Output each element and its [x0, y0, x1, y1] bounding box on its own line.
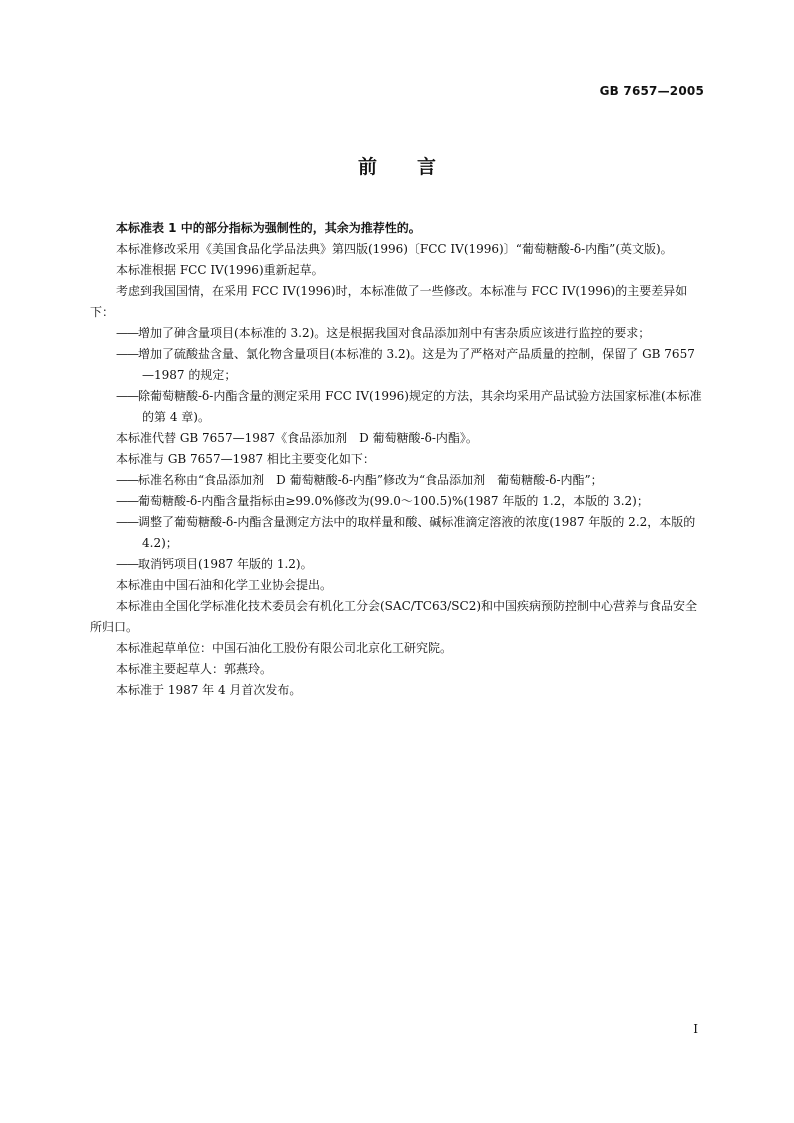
dash-mark: ——: [116, 557, 138, 571]
first-release: 本标准于 1987 年 4 月首次发布。: [116, 683, 302, 697]
change-item: ——调整了葡萄糖酸-δ-内酯含量测定方法中的取样量和酸、碱标准滴定溶液的浓度(1987 年版的 2.2，本版的 4.2)；: [116, 515, 696, 550]
adoption-statement: 本标准修改采用《美国食品化学品法典》第四版(1996)〔FCC IV(1996)〕“葡萄糖酸-δ-内酯”(英文版)。: [116, 242, 673, 256]
proposer-statement: 本标准由中国石油和化学工业协会提出。: [116, 578, 333, 592]
change-item: ——标准名称由“食品添加剂 D 葡萄糖酸-δ-内酯”修改为“食品添加剂 葡萄糖酸-δ-内酯”；: [116, 473, 603, 487]
replacement-statement: 本标准代替 GB 7657—1987《食品添加剂 D 葡萄糖酸-δ-内酯》。: [116, 431, 478, 445]
dash-mark: ——: [116, 515, 138, 529]
page-title: 前言: [357, 156, 476, 178]
jurisdiction-statement: 本标准由全国化学标准化技术委员会有机化工分会(SAC/TC63/SC2)和中国疾病预防控制中心营养与食品安全所归口。: [90, 599, 698, 634]
dash-mark: ——: [116, 494, 138, 508]
mandatory-statement: 本标准表 1 中的部分指标为强制性的，其余为推荐性的。: [116, 221, 421, 235]
page-number: I: [693, 1022, 698, 1036]
changes-intro: 本标准与 GB 7657—1987 相比主要变化如下：: [116, 452, 375, 466]
difference-item: ——除葡萄糖酸-δ-内酯含量的测定采用 FCC IV(1996)规定的方法，其余均采用产品试验方法国家标准(本标准的第 4 章)。: [116, 389, 702, 424]
difference-item: ——增加了硫酸盐含量、氯化物含量项目(本标准的 3.2)。这是为了严格对产品质量的控制，保留了 GB 7657—1987 的规定；: [116, 347, 695, 382]
drafters: 本标准主要起草人：郭燕玲。: [116, 662, 273, 676]
dash-mark: ——: [116, 347, 138, 361]
foreword-body: [90, 218, 704, 701]
differences-intro: 考虑到我国国情，在采用 FCC IV(1996)时，本标准做了一些修改。本标准与 FCC IV(1996)的主要差异如下：: [90, 284, 688, 319]
difference-item: ——增加了砷含量项目(本标准的 3.2)。这是根据我国对食品添加剂中有害杂质应该进行监控的要求；: [116, 326, 651, 340]
drafting-basis: 本标准根据 FCC IV(1996)重新起草。: [116, 263, 324, 277]
drafting-unit: 本标准起草单位：中国石油化工股份有限公司北京化工研究院。: [116, 641, 453, 655]
change-item: ——取消钙项目(1987 年版的 1.2)。: [116, 557, 313, 571]
dash-mark: ——: [116, 473, 138, 487]
dash-mark: ——: [116, 326, 138, 340]
dash-mark: ——: [116, 389, 138, 403]
standard-number: GB 7657—2005: [599, 84, 704, 98]
change-item: ——葡萄糖酸-δ-内酯含量指标由≥99.0%修改为(99.0～100.5)%(1987 年版的 1.2，本版的 3.2)；: [116, 494, 649, 508]
